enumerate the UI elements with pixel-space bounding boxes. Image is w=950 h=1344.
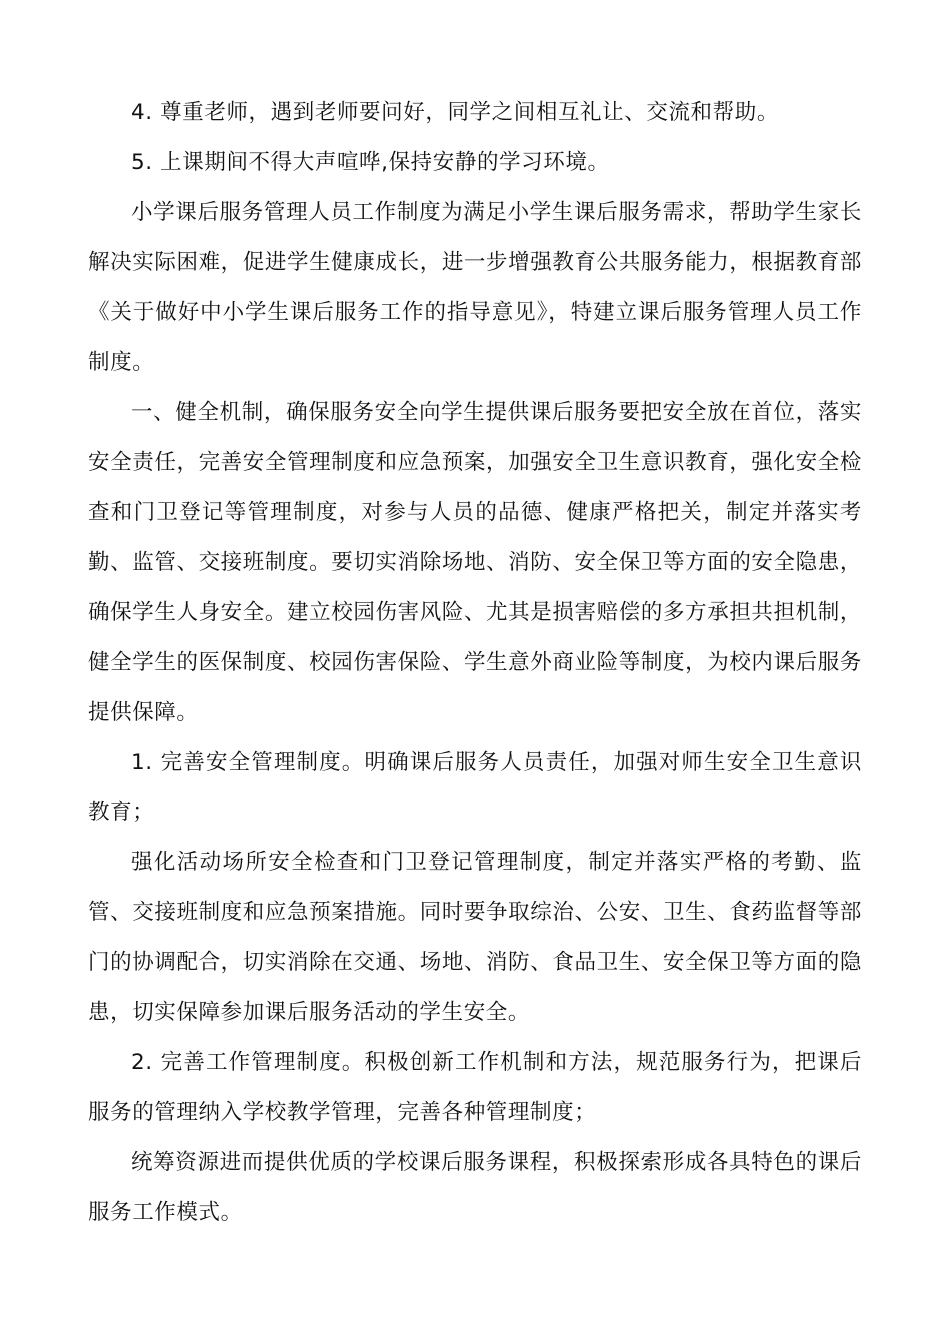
paragraph-item-2-detail: 统筹资源进而提供优质的学校课后服务课程，积极探索形成各具特色的课后服务工作模式。 (88, 1150, 862, 1225)
paragraph-intro: 小学课后服务管理人员工作制度为满足小学生课后服务需求，帮助学生家长解决实际困难，促进学生健康成长，进一步增强教育公共服务能力，根据教育部《关于做好中小学生课后服务工作的指导意见》，特建立课后服务管理人员工作制度。 (88, 200, 862, 375)
paragraph-item-1: 1. 完善安全管理制度。明确课后服务人员责任，加强对师生安全卫生意识教育； (88, 750, 862, 825)
paragraph-rule-4: 4. 尊重老师，遇到老师要问好，同学之间相互礼让、交流和帮助。 (131, 100, 779, 125)
document-page (88, 88, 862, 1238)
paragraph-item-2: 2. 完善工作管理制度。积极创新工作机制和方法，规范服务行为，把课后服务的管理纳入学校教学管理，完善各种管理制度； (88, 1050, 862, 1125)
paragraph-item-1-detail: 强化活动场所安全检查和门卫登记管理制度，制定并落实严格的考勤、监管、交接班制度和应急预案措施。同时要争取综治、公安、卫生、食药监督等部门的协调配合，切实消除在交通、场地、消防、食品卫生、安全保卫等方面的隐患，切实保障参加课后服务活动的学生安全。 (88, 850, 862, 1025)
paragraph-rule-5: 5. 上课期间不得大声喧哗,保持安静的学习环境。 (131, 150, 610, 175)
paragraph-section-1: 一、健全机制，确保服务安全向学生提供课后服务要把安全放在首位，落实安全责任，完善安全管理制度和应急预案，加强安全卫生意识教育，强化安全检查和门卫登记等管理制度，对参与人员的品德、健康严格把关，制定并落实考勤、监管、交接班制度。要切实消除场地、消防、安全保卫等方面的安全隐患，确保学生人身安全。建立校园伤害风险、尤其是损害赔偿的多方承担共担机制，健全学生的医保制度、校园伤害保险、学生意外商业险等制度，为校内课后服务提供保障。 (88, 400, 862, 725)
